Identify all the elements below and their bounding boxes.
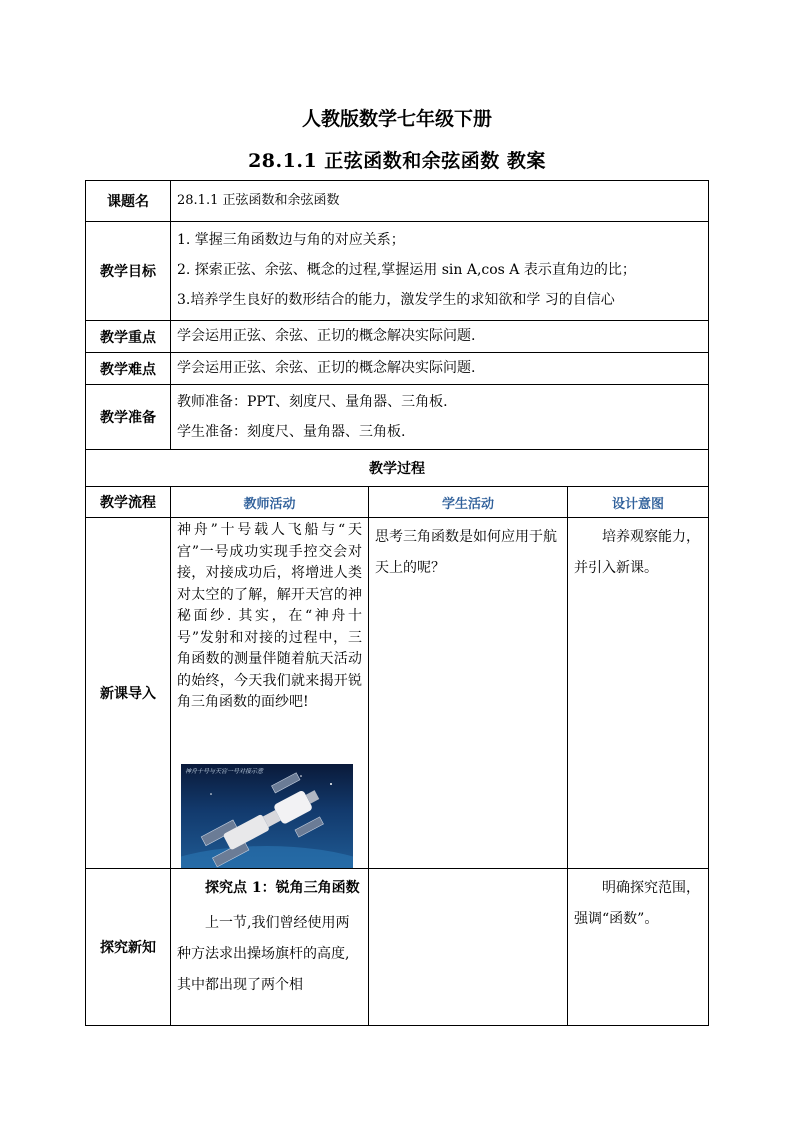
intro-label-text: 新课导入	[100, 686, 156, 702]
explore-teacher-title: 探究点 1：锐角三角函数	[205, 880, 360, 896]
lesson-title: 28.1.1 正弦函数和余弦函数 教案	[248, 150, 546, 172]
lesson-plan-table	[85, 180, 709, 1026]
explore-teacher	[170, 868, 369, 1026]
goals-value	[170, 221, 709, 321]
prep-student: 学生准备：刻度尺、量角器、三角板.	[177, 424, 406, 440]
goals-label: 教学目标	[85, 221, 171, 321]
goal-item-3: 3.培养学生良好的数形结合的能力，激发学生的求知欲和学 习的自信心	[177, 292, 615, 308]
explore-design	[567, 868, 709, 1026]
intro-student	[368, 517, 568, 869]
goal-item-2: 2. 探索正弦、余弦、概念的过程,掌握运用 sin A,cos A 表示直角边的比；	[177, 262, 636, 278]
key-value: 学会运用正弦、余弦、正切的概念解决实际问题.	[170, 320, 709, 353]
spacecraft-illustration	[181, 764, 353, 868]
document-title: 人教版数学七年级下册	[301, 108, 492, 130]
header-flow: 教学流程	[85, 486, 171, 518]
topic-value: 28.1.1 正弦函数和余弦函数	[170, 180, 709, 222]
header-student: 学生活动	[368, 486, 568, 518]
explore-label	[85, 868, 171, 1026]
image-caption: 神舟十号与天宫一号对接示意	[185, 768, 264, 775]
key-label: 教学重点	[85, 320, 171, 353]
difficulty-value: 学会运用正弦、余弦、正切的概念解决实际问题.	[170, 352, 709, 385]
header-teacher: 教师活动	[170, 486, 369, 518]
explore-teacher-text: 上一节,我们曾经使用两种方法求出操场旗杆的高度,其中都出现了两个相	[177, 915, 350, 993]
explore-design-text: 明确探究范围，强调“函数”。	[574, 880, 700, 927]
goal-item-1: 1. 掌握三角函数边与角的对应关系；	[177, 232, 405, 248]
intro-label	[85, 517, 171, 869]
process-title: 教学过程	[85, 449, 709, 487]
topic-label: 课题名	[85, 180, 171, 222]
spacecraft-docking-image	[181, 764, 353, 868]
explore-student-text	[369, 869, 567, 877]
explore-student	[368, 868, 568, 1026]
prep-value	[170, 384, 709, 450]
prep-label: 教学准备	[85, 384, 171, 450]
intro-design	[567, 517, 709, 869]
explore-label-text: 探究新知	[100, 940, 156, 956]
difficulty-label: 教学难点	[85, 352, 171, 385]
intro-design-text: 培养观察能力，并引入新课。	[574, 529, 700, 576]
intro-student-text: 思考三角函数是如何应用于航天上的呢？	[375, 529, 557, 576]
intro-teacher-text: 神舟”十号载人飞船与“天宫”一号成功实现手控交会对接，对接成功后，将增进人类对太空的了解，解开天宫的神秘面纱. 其实，在“神舟十号”发射和对接的过程中，三角函数的测量伴随着航天活动的始终，今天我们就来揭开锐角三角函数的面纱吧!	[177, 522, 362, 710]
header-design: 设计意图	[567, 486, 709, 518]
prep-teacher: 教师准备：PPT、刻度尺、量角器、三角板.	[177, 394, 448, 410]
